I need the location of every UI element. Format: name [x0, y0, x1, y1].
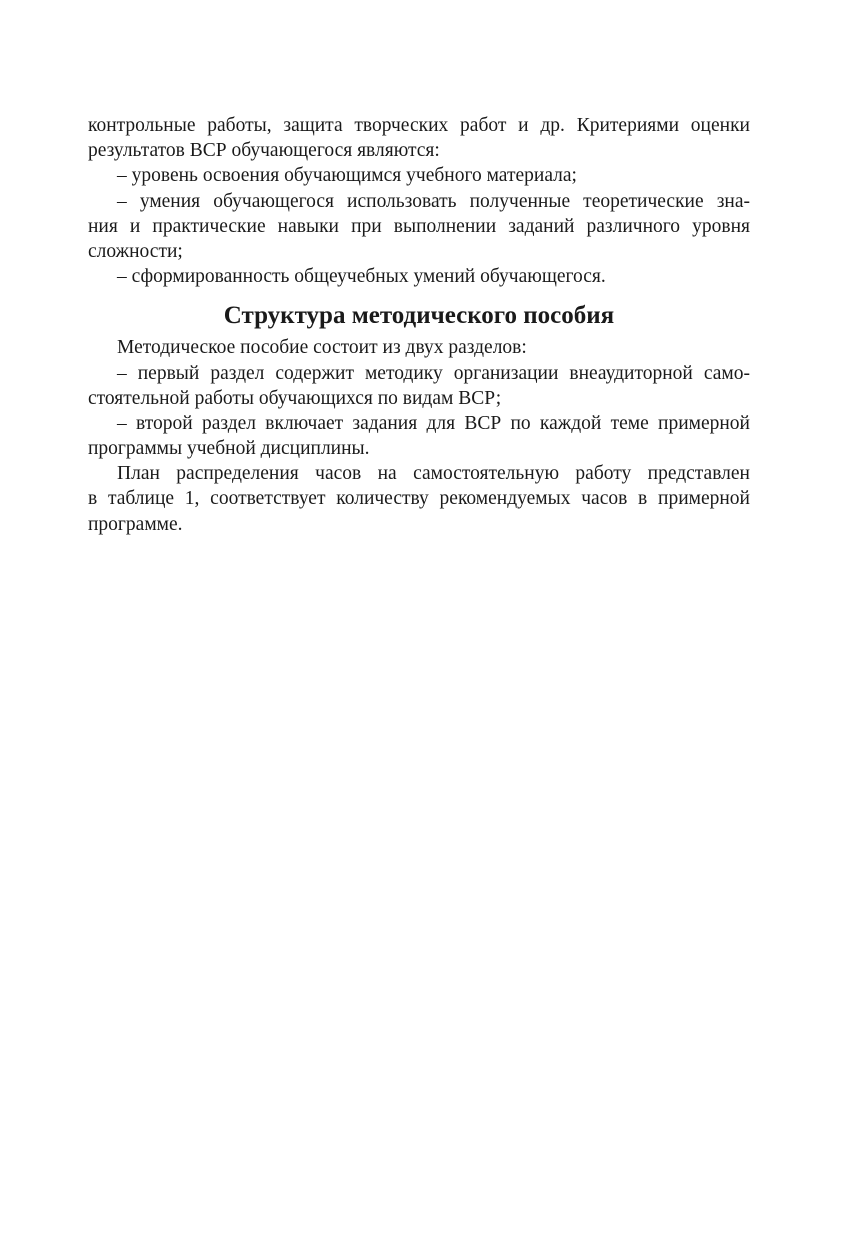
criteria-item: – сформированность общеучебных умений обучающегося. — [117, 266, 606, 288]
text-line: результатов ВСР обучающегося являются: — [88, 140, 440, 162]
text-line: в таблице 1, соответствует количеству рекомендуемых часов в примерной — [88, 488, 750, 510]
criteria-item: – умения обучающегося использовать полученные теоретические зна- — [117, 190, 750, 212]
text-line: стоятельной работы обучающихся по видам ВСР; — [88, 387, 502, 409]
text-line: ния и практические навыки при выполнении заданий различного уровня — [88, 215, 750, 237]
section-body — [88, 335, 750, 537]
list-item: – второй раздел включает задания для ВСР по каждой теме примерной — [117, 412, 750, 434]
paragraph-criteria-intro — [88, 113, 750, 163]
text-line: контрольные работы, защита творческих работ и др. Критериями оценки — [88, 115, 750, 136]
criteria-list — [88, 163, 750, 289]
list-item: – первый раздел содержит методику организации внеаудиторной само- — [117, 362, 750, 384]
section-heading: Структура методического пособия — [223, 302, 615, 330]
text-line: программе. — [88, 513, 183, 535]
paragraph-plan: План распределения часов на самостоятельную работу представлен — [117, 463, 750, 485]
text-line: программы учебной дисциплины. — [88, 438, 370, 460]
section-intro: Методическое пособие состоит из двух разделов: — [117, 337, 527, 359]
document-page — [88, 113, 750, 537]
text-line: сложности; — [88, 240, 183, 262]
criteria-item: – уровень освоения обучающимся учебного материала; — [117, 165, 577, 187]
